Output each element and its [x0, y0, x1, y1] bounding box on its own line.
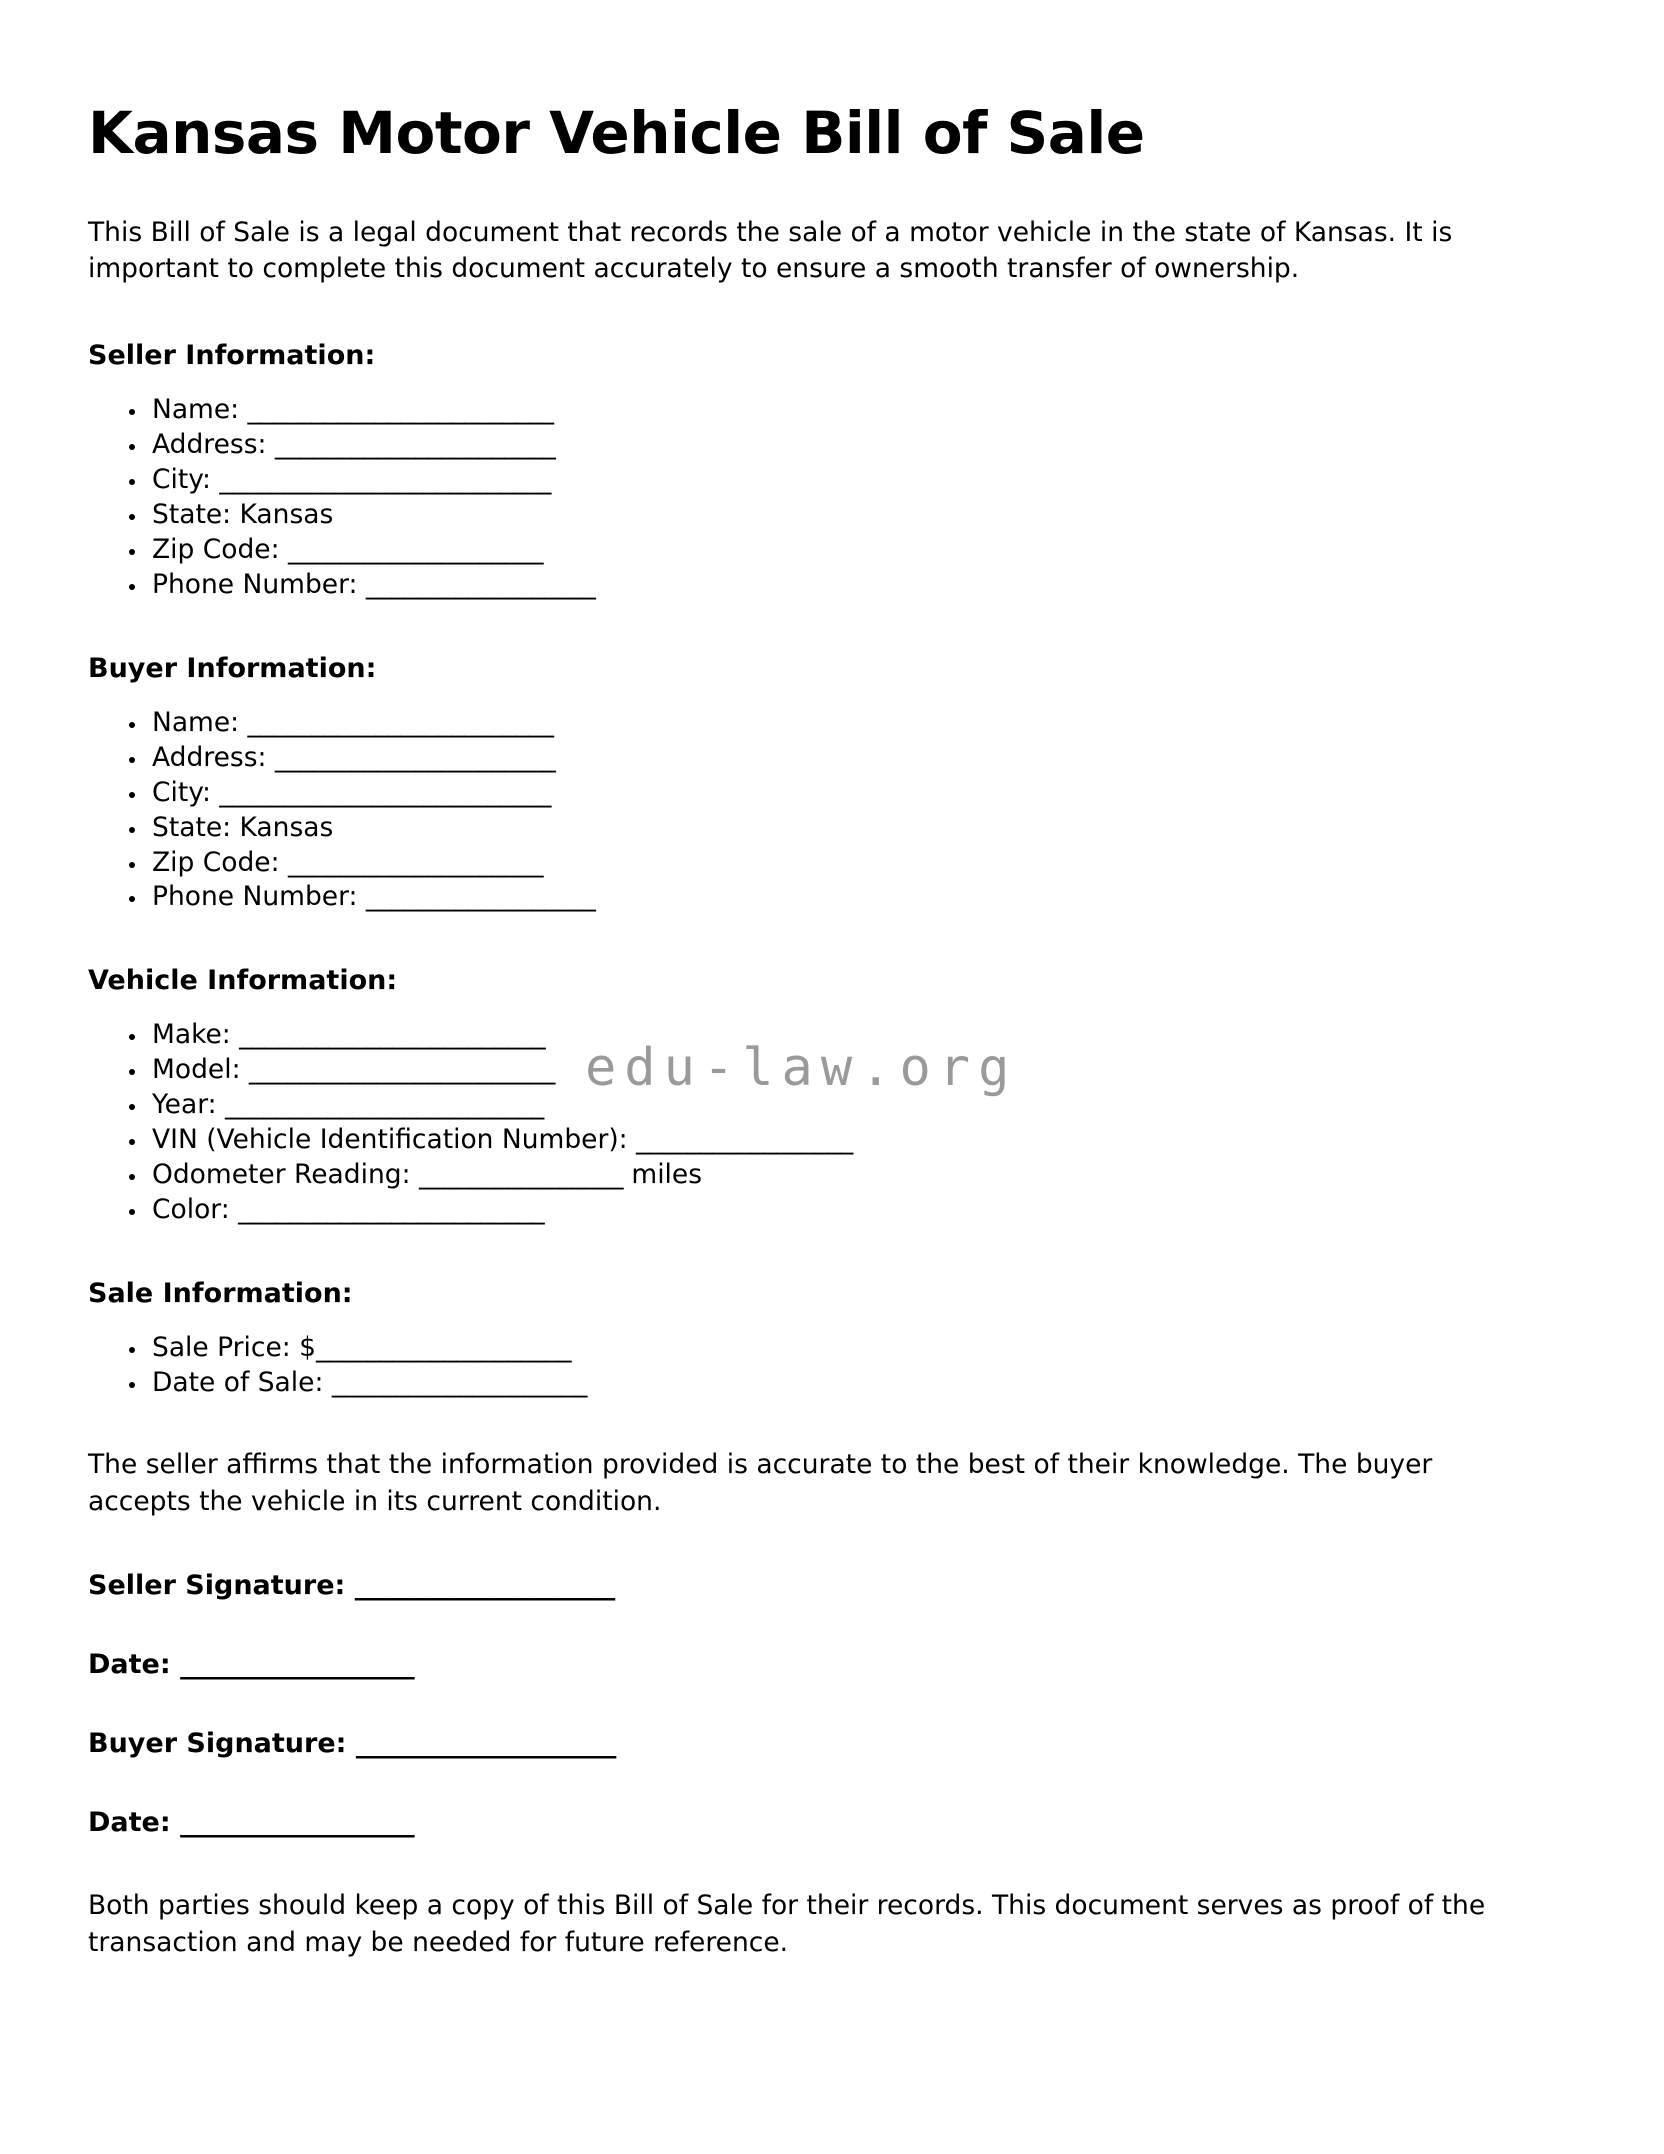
- sale-information-heading: Sale Information:: [88, 1278, 353, 1310]
- field-blank[interactable]: ______________________: [274, 428, 556, 460]
- buyer-field-list: [88, 684, 1548, 916]
- list-item: [148, 1158, 1548, 1193]
- field-blank[interactable]: ________________________: [239, 1019, 546, 1051]
- list-item: [148, 1053, 1548, 1088]
- field-label: Address:: [152, 741, 275, 773]
- field-blank[interactable]: _________________: [636, 1124, 853, 1156]
- watermark-edu-law-org: edu-law.org: [585, 1038, 1018, 1098]
- list-item: [148, 741, 1548, 776]
- field-label: Year:: [152, 1089, 225, 1121]
- seller-information-heading: Seller Information:: [88, 339, 376, 371]
- field-label: State: Kansas: [152, 811, 334, 843]
- list-item: [148, 811, 1548, 846]
- closing-paragraph: Both parties should keep a copy of this Bill of Sale for their records. This document serves as proof of the transaction and may be needed for future reference.: [88, 1890, 1486, 1958]
- list-item: [148, 776, 1548, 811]
- list-item: [148, 428, 1548, 463]
- vehicle-field-list: [88, 996, 1548, 1228]
- field-label: Phone Number:: [152, 881, 366, 913]
- field-label: Phone Number:: [152, 568, 366, 600]
- buyer-date-label: Date:: [88, 1807, 181, 1839]
- field-label: Zip Code:: [152, 533, 288, 565]
- field-blank[interactable]: ________________________: [238, 1194, 545, 1226]
- list-item: [148, 463, 1548, 498]
- seller-date-label: Date:: [88, 1649, 181, 1681]
- field-blank[interactable]: ________________: [418, 1159, 623, 1191]
- list-item: [148, 706, 1548, 741]
- list-item: [148, 1193, 1548, 1228]
- field-blank[interactable]: ____________________: [287, 533, 543, 565]
- field-blank[interactable]: ________________________: [248, 1054, 555, 1086]
- seller-date-blank[interactable]: __________________: [180, 1649, 415, 1681]
- seller-field-list: [88, 371, 1548, 603]
- seller-signature-label: Seller Signature:: [88, 1570, 355, 1602]
- field-label: Address:: [152, 428, 275, 460]
- list-item: [148, 880, 1548, 915]
- field-blank[interactable]: ______________________: [274, 741, 556, 773]
- list-item: [148, 1123, 1548, 1158]
- buyer-information-heading: Buyer Information:: [88, 652, 377, 684]
- field-blank[interactable]: ________________________: [247, 706, 554, 738]
- seller-date-line: [88, 1649, 1548, 1680]
- field-label: Model:: [152, 1054, 249, 1086]
- field-blank[interactable]: _________________________: [225, 1089, 544, 1121]
- field-label: Zip Code:: [152, 846, 288, 878]
- buyer-date-blank[interactable]: __________________: [180, 1807, 415, 1839]
- field-blank[interactable]: ____________________: [331, 1367, 587, 1399]
- list-item: [148, 393, 1548, 428]
- buyer-signature-blank[interactable]: ____________________: [355, 1728, 616, 1760]
- sale-field-list: [88, 1309, 1548, 1401]
- list-item: [148, 568, 1548, 603]
- vehicle-information-heading: Vehicle Information:: [88, 965, 398, 997]
- page-title: Kansas Motor Vehicle Bill of Sale: [88, 99, 1145, 167]
- list-item: [148, 1088, 1548, 1123]
- field-label: City:: [152, 776, 220, 808]
- buyer-signature-line: [88, 1728, 1548, 1759]
- affirmation-paragraph: The seller affirms that the information provided is accurate to the best of their knowledge. The buyer accepts the vehicle in its current condition.: [88, 1449, 1433, 1517]
- field-label: Sale Price: $: [152, 1332, 317, 1364]
- field-blank[interactable]: ____________________: [287, 846, 543, 878]
- field-label: VIN (Vehicle Identification Number):: [152, 1124, 637, 1156]
- field-suffix-miles: miles: [622, 1159, 703, 1191]
- field-blank[interactable]: __________________________: [219, 776, 551, 808]
- list-item: [148, 1331, 1548, 1366]
- seller-signature-blank[interactable]: ____________________: [354, 1570, 615, 1602]
- field-label: Date of Sale:: [152, 1367, 332, 1399]
- buyer-date-line: [88, 1807, 1548, 1838]
- document-content: [88, 0, 1548, 1961]
- field-label: City:: [152, 463, 220, 495]
- list-item: [148, 846, 1548, 881]
- list-item: [148, 1366, 1548, 1401]
- field-label: Name:: [152, 393, 248, 425]
- field-blank[interactable]: ________________________: [247, 393, 554, 425]
- intro-paragraph: This Bill of Sale is a legal document that records the sale of a motor vehicle in the state of Kansas. It is important to complete this document accurately to ensure a smooth transfer of ownership.: [88, 216, 1453, 285]
- field-blank[interactable]: __________________: [365, 568, 596, 600]
- seller-signature-line: [88, 1570, 1548, 1601]
- list-item: [148, 533, 1548, 568]
- field-label: Name:: [152, 706, 248, 738]
- field-blank[interactable]: ____________________: [316, 1332, 572, 1364]
- field-label: Color:: [152, 1194, 239, 1226]
- field-blank[interactable]: __________________: [365, 881, 596, 913]
- field-label: State: Kansas: [152, 498, 334, 530]
- field-label: Make:: [152, 1019, 240, 1051]
- buyer-signature-label: Buyer Signature:: [88, 1728, 356, 1760]
- list-item: [148, 498, 1548, 533]
- list-item: [148, 1018, 1548, 1053]
- field-label: Odometer Reading:: [152, 1159, 419, 1191]
- field-blank[interactable]: __________________________: [219, 463, 551, 495]
